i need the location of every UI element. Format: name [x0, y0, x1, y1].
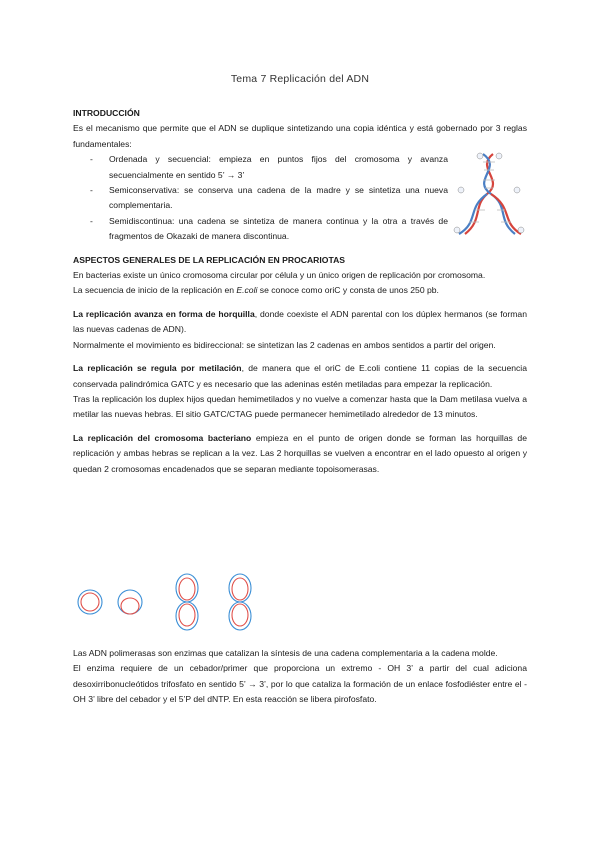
rule-item: - Semidiscontinua: una cadena se sintetiza de manera continua y la otra a través de fragmentos de Okazaki de manera discontinua.: [73, 214, 448, 245]
paragraph-hemimetilados: Tras la replicación los duplex hijos quedan hemimetilados y no vuelve a comenzar hasta que la Dam metilasa vuelva a metilar las nuevas hebras. El sitio GATC/CTAG puede permanecer hemimetilado alrededor de 13 minutos.: [73, 393, 527, 420]
paragraph-metilacion: La replicación se regula por metilación, de manera que el oriC de E.coli contiene 11 copias de la secuencia conservada palindrómica GATC y es necesario que las adeninas estén metiladas para empezar la replicación.: [73, 363, 527, 389]
paragraph-polimerasas: Las ADN polimerasas son enzimas que catalizan la síntesis de una cadena complementaria a la cadena molde.: [73, 648, 498, 658]
paragraph-oric: La secuencia de inicio de la replicación en E.coli se conoce como oriC y consta de unos 250 pb.: [73, 285, 439, 296]
paragraph-cebador: El enzima requiere de un cebador/primer que proporciona un extremo - OH 3’ a partir del cual adiciona desoxirribonucleótidos trifosfato en sentido 5’ → 3’, por lo que cataliza la formación de un enlace fosfodiéster entre el -OH 3’ libre del cebador y el 5’P del dNTP. En esta reacción se libera pirofosfato.: [73, 663, 527, 705]
rule-item: - Semiconservativa: se conserva una cadena de la madre y se sintetiza una nueva complementaria.: [73, 183, 448, 214]
chromosome-replication-diagram: [72, 572, 272, 632]
document-body-continued: [73, 646, 527, 708]
dna-replication-diagram: [453, 150, 525, 238]
paragraph-horquilla: La replicación avanza en forma de horquilla, donde coexiste el ADN parental con los dúplex hermanos (se forman las nuevas cadenas de ADN).: [73, 308, 527, 335]
rules-list: [73, 152, 448, 244]
intro-heading: INTRODUCCIÓN: [73, 108, 140, 118]
aspects-heading: ASPECTOS GENERALES DE LA REPLICACIÓN EN PROCARIOTAS: [73, 254, 346, 265]
page-title: Tema 7 Replicación del ADN: [230, 73, 370, 85]
paragraph-bacteria: En bacterias existe un único cromosoma circular por célula y un único origen de replicación por cromosoma.: [73, 270, 486, 281]
paragraph-cromosoma: La replicación del cromosoma bacteriano empieza en el punto de origen donde se forman las horquillas de replicación y ambas hebras se replican a la vez. Las 2 horquillas se vuelven a encontrar en el lado opuesto al origen y quedan 2 cromosomas encadenados que se separan mediante topoisomerasas.: [73, 432, 527, 474]
rule-item: - Ordenada y secuencial: empieza en puntos fijos del cromosoma y avanza secuencialmente en sentido 5’ → 3’: [73, 152, 448, 183]
intro-paragraph: Es el mecanismo que permite que el ADN se duplique sintetizando una copia idéntica y está gobernado por 3 reglas fundamentales:: [73, 123, 527, 149]
paragraph-bidireccional: Normalmente el movimiento es bidireccional: se sintetizan las 2 cadenas en ambos sentidos a partir del origen.: [73, 339, 496, 350]
